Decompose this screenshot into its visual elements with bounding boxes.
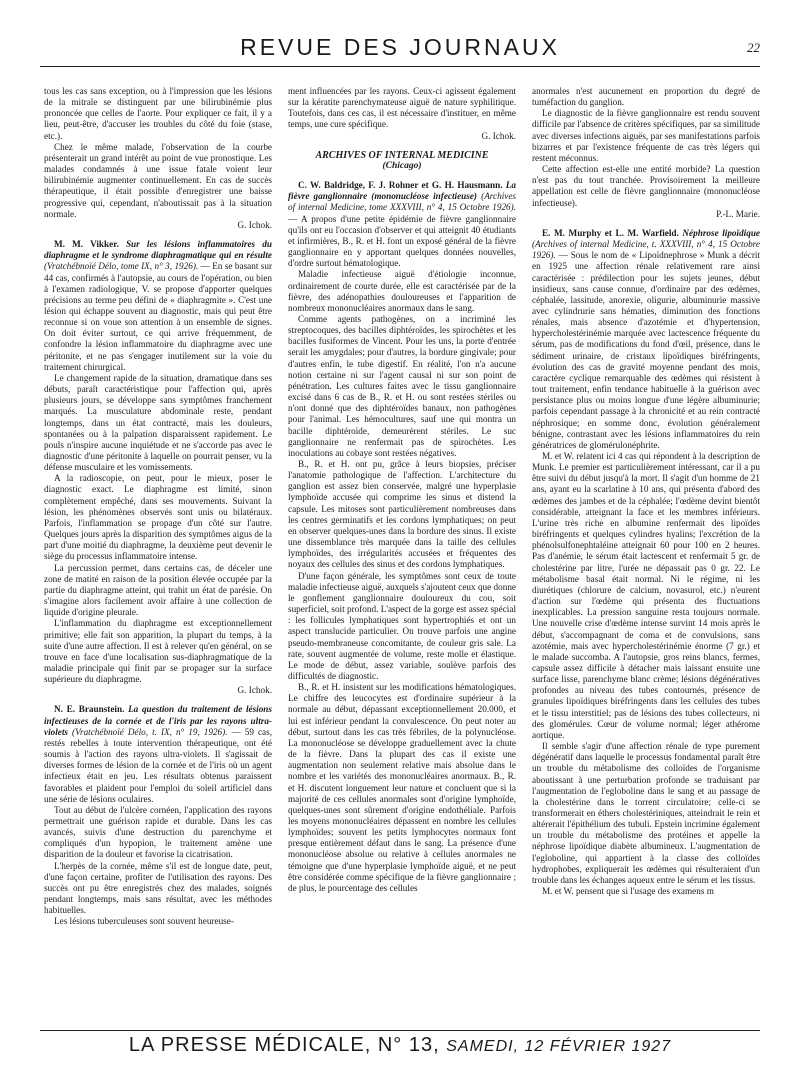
paragraph: — A propos d'une petite épidémie de fièvre ganglionnaire qu'ils ont eu l'occasion d'observer et qui atteignit 40 étudiants et infirmières, B., R. et H. font un exposé général de la fièvre ganglionnaire en y apportant quelques données nouvelles, d'ordre surtout hématologique. bbox=[288, 213, 516, 269]
page-number: 22 bbox=[747, 40, 760, 55]
article-heading bbox=[44, 239, 272, 373]
paragraph: Chez le même malade, l'observation de la courbe présenterait un grand intérêt au point de vue pronostique. Les malades condamnés à une issue fatale voient leur bilirubinémie augmenter continuellement. En cas de succès thérapeutique, il était possible d'enregistrer une baisse progressive qui, cependant, n'aboutissait pas à la situation normale. bbox=[44, 141, 272, 219]
header-rule bbox=[40, 66, 760, 67]
paragraph: A la radioscopie, on peut, pour le mieux, poser le diagnostic exact. Le diaphragme est limité, sinon complètement empêché, dans ses mouvements. Suivant la lésion, les phénomènes observés sont unis ou bilatéraux. Parfois, l'inflammation se propage d'un côté sur l'autre. Quelques jours après la disparition des symptômes aigus de la part d'une moitié du diaphragme, la deuxième peut devenir le siège du processus inflammatoire intense. bbox=[44, 473, 272, 562]
article-source: (Vratchébnoïé Délo, tome IX, n° 3, 1926). bbox=[44, 261, 199, 272]
signature: P.-L. Marie. bbox=[716, 208, 760, 219]
article-author: M. M. Vikker. bbox=[54, 239, 119, 250]
paragraph: — En se basant sur 44 cas, confirmés à l'autopsie, au cours de l'opération, ou bien à l'examen radiologique, V. se propose d'apporter quelques précisions au terme peu défini de « diaphragmite ». C'est une lésion qui échappe souvent au diagnostic, mais qui peut être reconnue si on voue son attention à un ensemble de signes. On doit éviter surtout, ce qui arrive fréquemment, de confondre la lésion inflammatoire du diaphragme avec une péritonite, et ne pas s'engager inutilement sur la voie du traitement chirurgical. bbox=[44, 261, 272, 372]
paragraph: M. et W. pensent que si l'usage des examens m bbox=[542, 886, 714, 897]
signature: G. Ichok. bbox=[237, 219, 272, 230]
article-title: La fièvre ganglionnaire (mononucléose infectieuse) bbox=[288, 180, 516, 202]
running-head: REVUE DES JOURNAUX bbox=[240, 34, 560, 60]
column-1 bbox=[44, 86, 272, 1021]
page-footer bbox=[40, 1030, 760, 1061]
section-heading: ARCHIVES OF INTERNAL MEDICINE bbox=[315, 149, 489, 161]
article-source: (Archives of internal Medicine, t. XXXVIII, n° 4, 15 Octobre 1926). bbox=[532, 239, 760, 261]
paragraph: Tout au début de l'ulcère cornéen, l'application des rayons permettrait une guérison rapide et durable. Dans les cas avancés, suivis d'une destruction du parenchyme et compliqués d'un hypopion, le traitement amène une disparition de la douleur et favorise la cicatrisation. bbox=[44, 804, 272, 860]
page-header bbox=[40, 32, 760, 72]
footer-line bbox=[40, 1034, 760, 1057]
paragraph: tous les cas sans exception, ou à l'impression que les lésions de la mitrale se distinguent par une bilirubinémie plus prononcée que celles de l'aorte. Pour expliquer ce fait, il y a lieu, peut-être, d'accuser les troubles du côté du foie (stase, etc.). bbox=[44, 86, 272, 141]
paragraph: M. et W. relatent ici 4 cas qui répondent à la description de Munk. Le premier est particulièrement intéressant, car il a pu être suivi du début jusqu'à la mort. Il s'agit d'un homme de 21 ans, ayant eu la scarlatine à 10 ans, qui présenta d'abord des œdèmes des jambes et de la céphalée; l'œdème devint bientôt considérable, atteignant la face et les membres inférieurs. L'urine très riche en albumine renfermait des lipoïdes biréfringents et quelques cylindres hyalins; l'excrétion de la phénolsulfonephtaléine atteignait 60 pour 100 en 2 heures. Pas d'anémie, le sérum était lactescent et renfermait 5 gr. de cholestérine par litre, l'urée ne dépassait pas 0 gr. 22. Le métabolisme basal était normal. Ni le régime, ni les diurétiques (chlorure de calcium, novasurol, etc.) n'eurent d'action sur l'œdème qui présenta des fluctuations inexplicables. La pression sanguine resta toujours normale. Une nouvelle crise d'œdème intense survint 14 mois après le début, s'accompagnant de coma et de convulsions, sans azotémie, mais avec hypercholestérinémie énorme (7 gr.) et le malade succomba. A l'autopsie, gros reins blancs, fermes, capsule assez difficile à détacher mais laissant ensuite une surface lisse, parenchyme blanc crème; lésions dégénératives profondes au niveau des tubes contournés, présence de granules lipoïdiques biréfringents dans les cellules des tubes et le tissu interstitiel; pas de lésions des tubes collecteurs, ni des glomérules. Cœur de volume normal; léger athérome aortique. bbox=[532, 451, 760, 740]
paragraph: Le changement rapide de la situation, dramatique dans ses débuts, paraît caractéristique pour l'affection qui, après plusieurs jours, se développe sans symptômes franchement marqués. La musculature abdominale reste, pendant longtemps, dans un état contracté, mais les douleurs, spontanées ou à la palpation disparaissent rapidement. Le pouls n'inspire aucune inquiétude et ne s'accorde pas avec le diagnostic d'une péritonite à laquelle on pourrait penser, vu la défense musculaire et les vomissements. bbox=[44, 372, 272, 473]
paragraph: L'inflammation du diaphragme est exceptionnellement primitive; elle fait son apparition, la plupart du temps, à la suite d'une autre affection. Il est à relever qu'en général, on se trouve en face d'une localisation sus-diaphragmatique de la maladie principale qui finit par se propager sur la surface supérieure du diaphragme. bbox=[44, 618, 272, 685]
paragraph: anormales n'est aucunement en proportion du degré de tuméfaction du ganglion. bbox=[532, 86, 760, 108]
column-2 bbox=[288, 86, 516, 1021]
article-heading bbox=[44, 704, 272, 804]
signature: G. Ichok. bbox=[237, 685, 272, 696]
section-subheading: (Chicago) bbox=[382, 160, 422, 171]
issue-date: SAMEDI, 12 FÉVRIER 1927 bbox=[446, 1038, 672, 1055]
article-title: Néphrose lipoïdique bbox=[682, 227, 760, 238]
paragraph: B., R. et H. ont pu, grâce à leurs biopsies, préciser l'anatomie pathologique de l'affection. L'architecture du ganglion est assez bien conservée, malgré une hyperplasie lymphoïde accusée qui comprime les sinus et distend la capsule. Les mitoses sont particulièrement nombreuses dans les centres germinatifs et les cordons lymphatiques; on peut en observer quelques-unes dans la bordure des sinus. Il existe une dissemblance très marquée dans la taille des cellules lymphoïdes, des irrégularités accusées et fréquentes des noyaux des cellules des sinus et des cordons lymphatiques. bbox=[288, 459, 516, 570]
paragraph: Le diagnostic de la fièvre ganglionnaire est rendu souvent difficile par l'absence de critères spécifiques, par sa similitude avec diverses infections aiguës, par ses manifestations parfois bizarres et par l'existence fréquente de cas très légers qui restent méconnus. bbox=[532, 108, 760, 163]
paragraph: Comme agents pathogènes, on a incriminé les streptocoques, des bacilles diphtéroïdes, les spirochètes et les bacilles fusiformes de Vincent. Pour les uns, la porte d'entrée serait les amygdales; pour d'autres, la bordure gingivale; pour d'autres enfin, le tube digestif. En réalité, l'on n'a aucune notion certaine ni sur l'agent causal ni sur son point de pénétration. Les cultures faites avec le tissu ganglionnaire excisé dans 6 cas de B., R. et H. ou sont restées stériles ou n'ont donné que des diphtéroïdes banaux, non pathogènes pour l'animal. Les hémocultures, sauf une qui montra un bacille diphtéroïde, demeurèrent stériles. Le suc ganglionnaire ne renfermait pas de spirochètes. Les inoculations au cobaye sont restées négatives. bbox=[288, 313, 516, 458]
signature: G. Ichok. bbox=[481, 130, 516, 141]
article-author: E. M. Murphy et L. M. Warfield. bbox=[542, 227, 679, 238]
paragraph: — 59 cas, restés rebelles à toute intervention thérapeutique, ont été soumis à l'action des rayons ultra-violets. Il s'agissait de diverses formes de lésion de la cornée et de l'iris où un agent infectieux était en jeu. Les résultats obtenus paraissent favorables et plaident pour l'emploi du soleil artificiel dans une série de lésions oculaires. bbox=[44, 726, 272, 804]
paragraph: Il semble s'agir d'une affection rénale de type purement dégénératif dans laquelle le processus fondamental paraît être un trouble du métabolisme des colloïdes de l'organisme aboutissant à une perturbation profonde se traduisant par l'augmentation de l'egloboline dans le sang et au passage de la cholestérine dans le torrent circulatoire; celle-ci se transformerait en éthers cholestériniques, atteindrait le rein et altérerait l'épithélium des tubuli. Epstein incrimine également un trouble du métabolisme des protéines et appelle la néphrose lipoïdique diabète albumineux. L'augmentation de l'egloboline, qui appartient à la classe des colloïdes hydrophobes, expliquerait les œdèmes qui résulteraient d'un trouble dans les échanges aqueux entre le sérum et les tissus. bbox=[532, 741, 760, 885]
article-body bbox=[44, 86, 760, 1021]
paragraph: D'une façon générale, les symptômes sont ceux de toute maladie infectieuse aiguë, auxquels s'ajoutent ceux que donne le gonflement ganglionnaire douloureux du cou, soit superficiel, soit profond. L'aspect de la gorge est assez spécial : les follicules lymphatiques sont hypertrophiés et ont un aspect translucide particulier. On trouve parfois une angine pseudo-membraneuse concomitante, de couleur gris sale. La rate, souvent augmentée de volume, reste molle et élastique. Le mode de début, assez variable, soulève parfois des difficultés de diagnostic. bbox=[288, 570, 516, 681]
paragraph: La percussion permet, dans certains cas, de déceler une zone de matité en raison de la position élevée occupée par la partie du diaphragme atteint, qui trahit un état de parésie. On s'imagine alors facilement avoir affaire à une collection de liquide d'origine pleurale. bbox=[44, 562, 272, 618]
column-3 bbox=[532, 86, 760, 1021]
paragraph: B., R. et H. insistent sur les modifications hématologiques. Le chiffre des leucocytes est d'ordinaire supérieur à la normale au début, dépassant exceptionnellement 20.000, et lui est inférieur pendant la convalescence. On peut noter au début, surtout dans les cas très fébriles, de la polynucléose. La mononucléose se développe graduellement avec la chute de la fièvre. Dans la plupart des cas il existe une augmentation non seulement relative mais absolue dans le nombre et les variétés des mononucléaires anormaux. B., R. et H. discutent longuement leur nature et concluent que si la majorité de ces cellules anormales sont d'origine lymphoïde, quelques-unes sont sûrement d'origine endothéliale. Parfois les moyens mononucléaires dépassent en nombre les cellules lymphoïdes; souvent les petits lymphocytes normaux font presque entièrement défaut dans le sang. La présence d'une mononucléose absolue ou relative à cellules anormales ne témoigne que d'une hyperplasie lymphoïde aiguë, et ne peut être considérée comme spécifique de la fièvre ganglionnaire ; de plus, le pourcentage des cellules bbox=[288, 682, 516, 893]
article-heading bbox=[532, 228, 760, 451]
article-source: (Archives of internal Medicine, tome XXXVIII, n° 4, 15 Octobre 1926). bbox=[288, 191, 516, 213]
article-author: N. E. Braunstein. bbox=[54, 704, 125, 715]
paragraph: L'herpès de la cornée, même s'il est de longue date, peut, d'une façon certaine, profiter de l'utilisation des rayons. Des succès ont pu être enregistrés chez des malades, soignés pendant longtemps, mais sans résultat, avec les méthodes habituelles. bbox=[44, 860, 272, 916]
paragraph: Maladie infectieuse aiguë d'étiologie inconnue, ordinairement de courte durée, elle est caractérisée par de la fièvre, des adénopathies douloureuses et l'apparition de nombreux mononucléaires anormaux dans le sang. bbox=[288, 269, 516, 313]
article-author: C. W. Baldridge, F. J. Rohner et G. H. Hausmann. bbox=[298, 180, 503, 191]
paragraph: Les lésions tuberculeuses sont souvent heureuse- bbox=[54, 916, 234, 927]
article-title: La question du traitement de lésions infectieuses de la cornée et de l'iris par les rayons ultra-violets bbox=[44, 704, 272, 737]
paragraph: ment influencées par les rayons. Ceux-ci agissent également sur la kératite parenchymateuse aiguë de nature syphilitique. Toutefois, dans ces cas, il est nécessaire d'instituer, en même temps, une cure spécifique. bbox=[288, 86, 516, 130]
article-title: Sur les lésions inflammatoires du diaphragme et le syndrome diaphragmatique qui en résulte bbox=[44, 239, 272, 261]
article-heading bbox=[288, 180, 516, 269]
journal-name: LA PRESSE MÉDICALE, N° 13, bbox=[128, 1034, 440, 1056]
article-source: (Vratchébnoïé Délo, t. IX, n° 19, 1926). bbox=[72, 726, 228, 737]
paragraph: Cette affection est-elle une entité morbide? La question n'est pas du tout tranchée. Provisoirement la meilleure appellation est celle de fièvre ganglionnaire (mononucléose infectieuse). bbox=[532, 164, 760, 208]
paragraph: — Sous le nom de « Lipoïdnephrose » Munk a décrit en 1925 une affection rénale relativement rare ainsi caractérisée : prédilection pour les sujets jeunes, début insidieux, sans cause connue, d'ordinaire par des œdèmes, céphalée, lassitude, anorexie, oligurie, albuminurie massive avec cylindrurie sans hématies, diminution des fonctions rénales, mais absence d'azotémie et d'hypertension, hypercholestérinémie marquée avec lactescence fréquente du sérum, pas de modifications du fond d'œil, présence, dans le sédiment urinaire, de cristaux lipoïdiques biréfringents, évolution des cas de gravité moyenne pendant des mois, caractère cyclique remarquable des œdèmes qui résistent à tout traitement, enfin tendance habituelle à la guérison avec persistance plus ou moins longue d'une légère albuminurie; parfois cependant passage à la chronicité et au rein contracté néphrosique; en somme donc, évolution généralement bénigne, contrastant avec les lésions inflammatoires du rein génératrices de glomérulonéphrite. bbox=[532, 250, 760, 450]
